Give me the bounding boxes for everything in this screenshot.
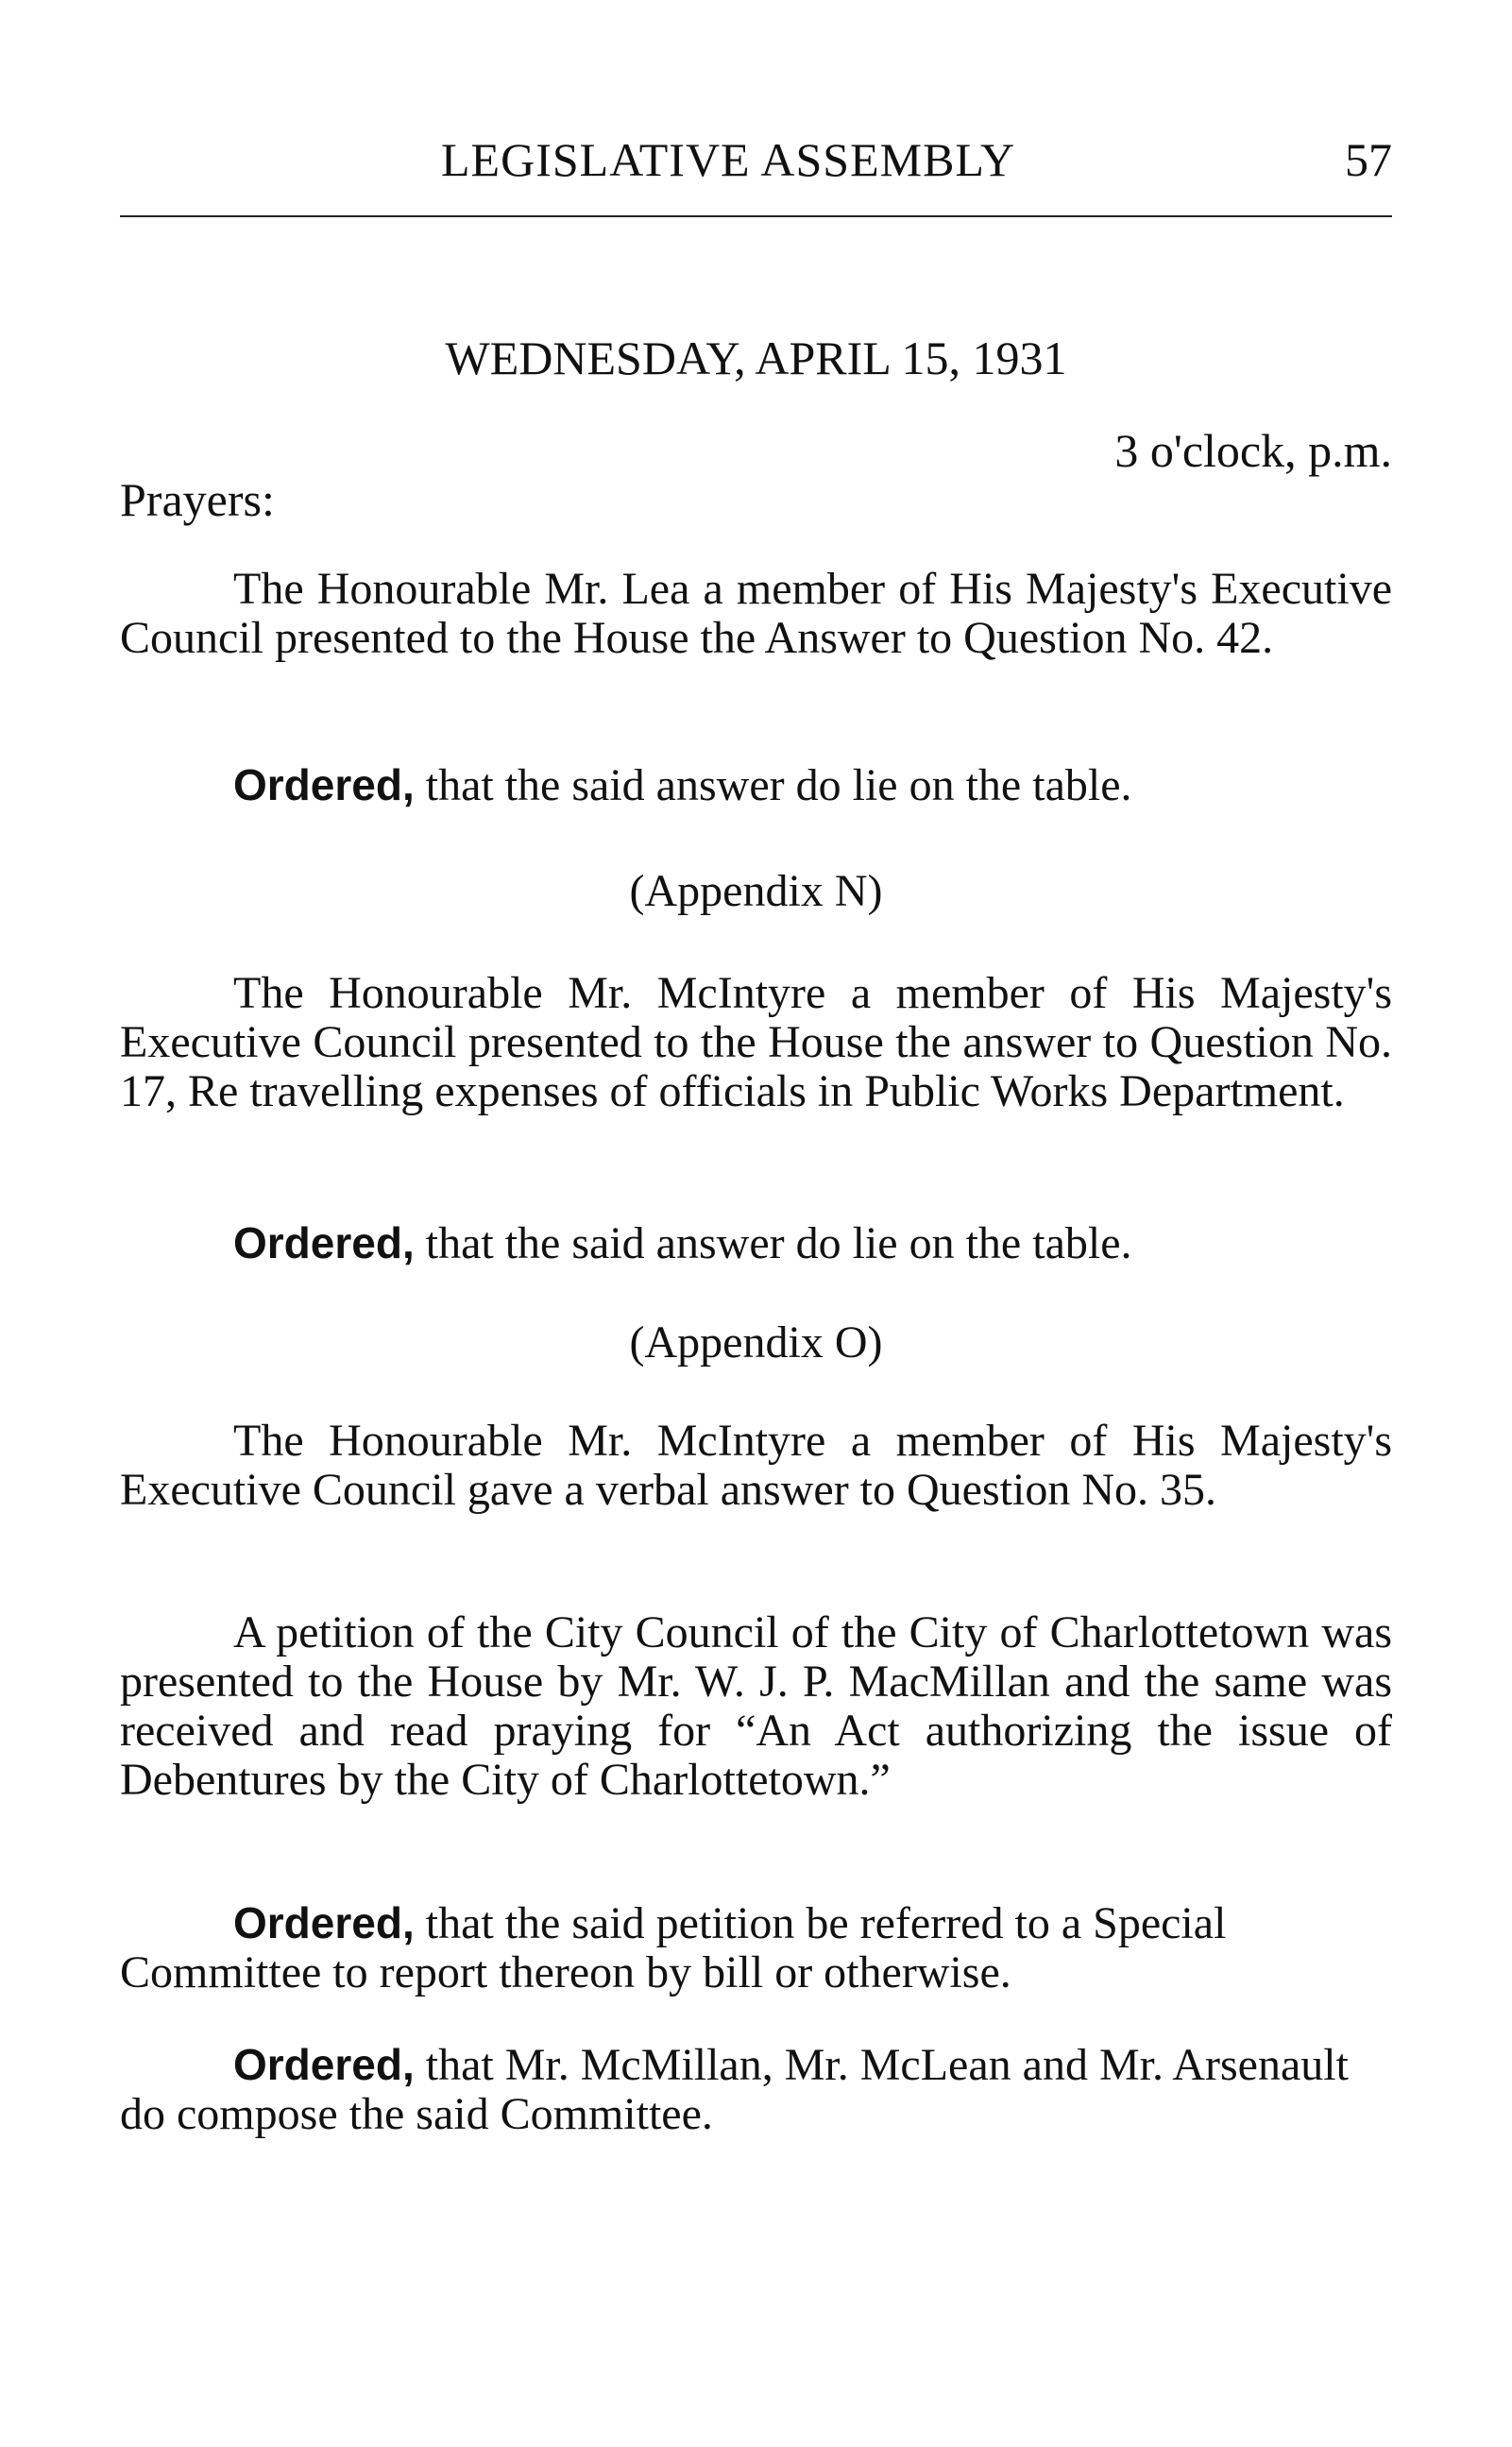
ordered-lead: Ordered,: [233, 2040, 415, 2089]
appendix-o: [120, 1318, 1392, 1368]
appendix-label: (Appendix O): [629, 1317, 883, 1368]
paragraph-text: The Honourable Mr. Lea a member of His Majesty's Executive Council presented to the House the Answer to Question No. 42.: [120, 564, 1392, 663]
ordered-entry-4: [120, 2040, 1392, 2139]
appendix-n: [120, 867, 1392, 916]
paragraph-verbal-answer: [120, 1417, 1392, 1515]
paragraph-petition: [120, 1608, 1392, 1805]
paragraph-mcintyre-answer: [120, 969, 1392, 1116]
prayers-label: Prayers:: [120, 473, 275, 526]
page-header: [120, 132, 1392, 198]
ordered-text: that the said answer do lie on the table.: [414, 760, 1132, 810]
ordered-lead: Ordered,: [233, 1218, 415, 1267]
paragraph-text: The Honourable Mr. McIntyre a member of His Majesty's Executive Council gave a verbal answer to Question No. 35.: [120, 1416, 1392, 1515]
sitting-time: 3 o'clock, p.m.: [1114, 424, 1392, 477]
ordered-lead: Ordered,: [233, 760, 415, 809]
paragraph-text: A petition of the City Council of the City of Charlottetown was presented to the House by Mr. W. J. P. MacMillan and the same was received and read praying for “An Act authorizing the issue of Debentures by the City of Charlottetown.”: [120, 1607, 1392, 1805]
paragraph-lea-answer: [120, 565, 1392, 663]
ordered-lead: Ordered,: [233, 1898, 415, 1947]
running-title: LEGISLATIVE ASSEMBLY: [441, 133, 1016, 186]
ordered-entry-1: [120, 760, 1392, 810]
document-page: [120, 0, 1392, 2447]
ordered-text: that the said answer do lie on the table.: [414, 1218, 1132, 1268]
appendix-label: (Appendix N): [629, 866, 883, 916]
paragraph-text: The Honourable Mr. McIntyre a member of His Majesty's Executive Council presented to the House the answer to Question No. 17, Re travelling expenses of officials in Public Works Department.: [120, 968, 1392, 1116]
ordered-entry-2: [120, 1218, 1392, 1268]
page-number: 57: [1345, 133, 1392, 186]
sitting-date: WEDNESDAY, APRIL 15, 1931: [445, 331, 1067, 384]
header-rule: [120, 215, 1392, 217]
ordered-text: that Mr. McMillan, Mr. McLean and Mr. Arsenault do compose the said Committee.: [120, 2040, 1349, 2139]
ordered-entry-3: [120, 1898, 1392, 1997]
ordered-text: that the said petition be referred to a Special Committee to report thereon by bill or otherwise.: [120, 1898, 1227, 1997]
